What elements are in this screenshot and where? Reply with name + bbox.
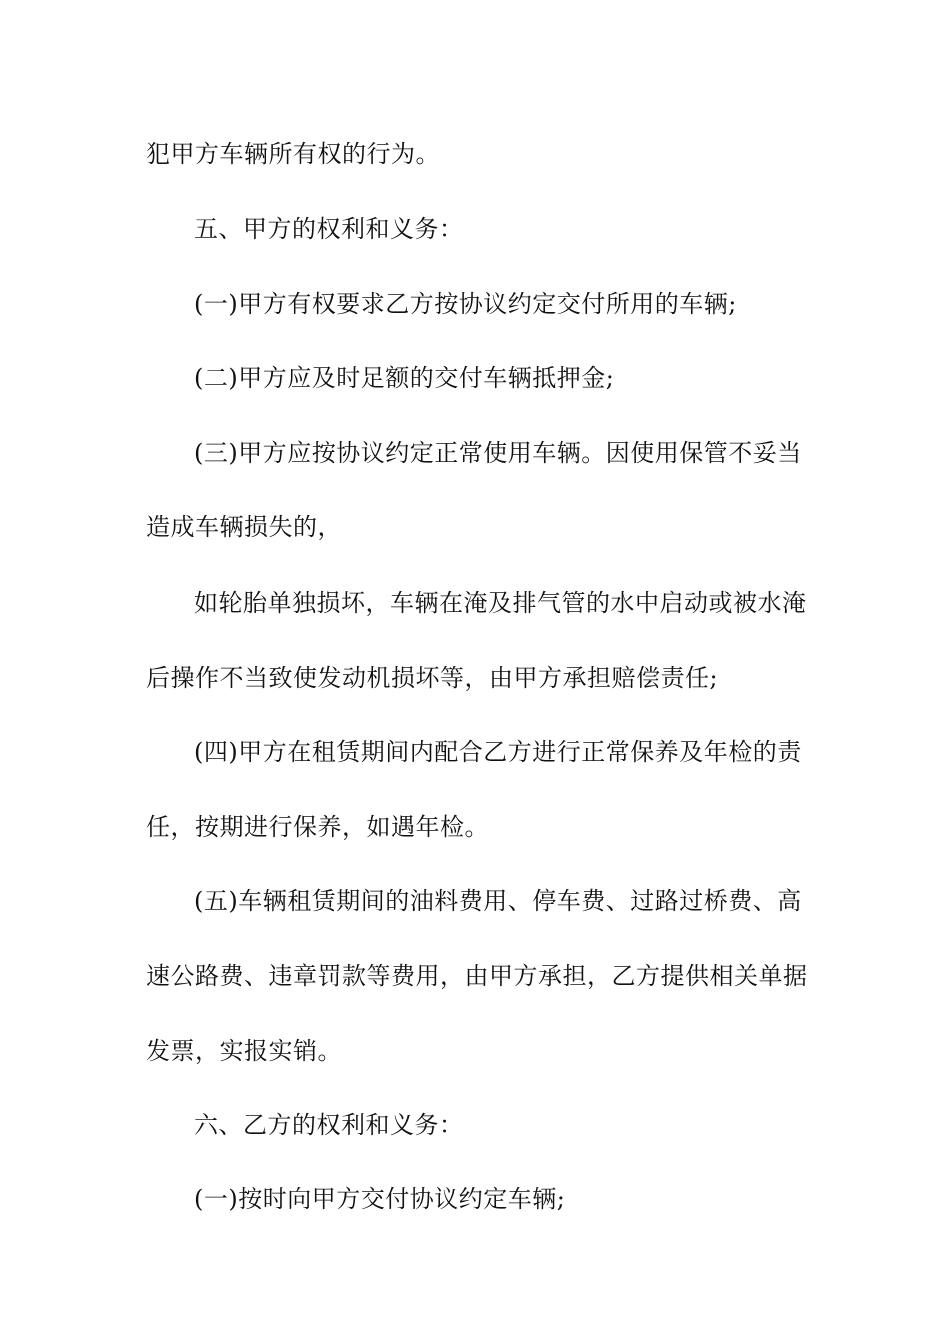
clause-5-3-example-continued: 后操作不当致使发动机损坏等，由甲方承担赔偿责任; <box>146 664 719 692</box>
section-heading-6: 六、乙方的权利和义务： <box>194 1111 464 1139</box>
clause-5-5: (五)车辆租赁期间的油料费用、停车费、过路过桥费、高 <box>194 887 802 915</box>
clause-5-3: (三)甲方应按协议约定正常使用车辆。因使用保管不妥当 <box>194 439 802 467</box>
clause-5-4: (四)甲方在租赁期间内配合乙方进行正常保养及年检的责 <box>194 738 802 766</box>
paragraph-line: 犯甲方车辆所有权的行为。 <box>146 140 440 168</box>
section-heading-5: 五、甲方的权利和义务： <box>194 215 464 243</box>
clause-5-4-continued: 任，按期进行保养，如遇年检。 <box>146 813 489 841</box>
clause-5-3-continued: 造成车辆损失的， <box>146 513 342 541</box>
clause-5-2: (二)甲方应及时足额的交付车辆抵押金; <box>194 364 615 392</box>
clause-5-5-continued: 速公路费、违章罚款等费用，由甲方承担，乙方提供相关单据 <box>146 962 808 990</box>
clause-5-1: (一)甲方有权要求乙方按协议约定交付所用的车辆; <box>194 290 737 318</box>
clause-5-3-example: 如轮胎单独损坏，车辆在淹及排气管的水中启动或被水淹 <box>194 589 807 617</box>
clause-6-1: (一)按时向甲方交付协议约定车辆; <box>194 1185 566 1213</box>
clause-5-5-end: 发票，实报实销。 <box>146 1037 342 1065</box>
